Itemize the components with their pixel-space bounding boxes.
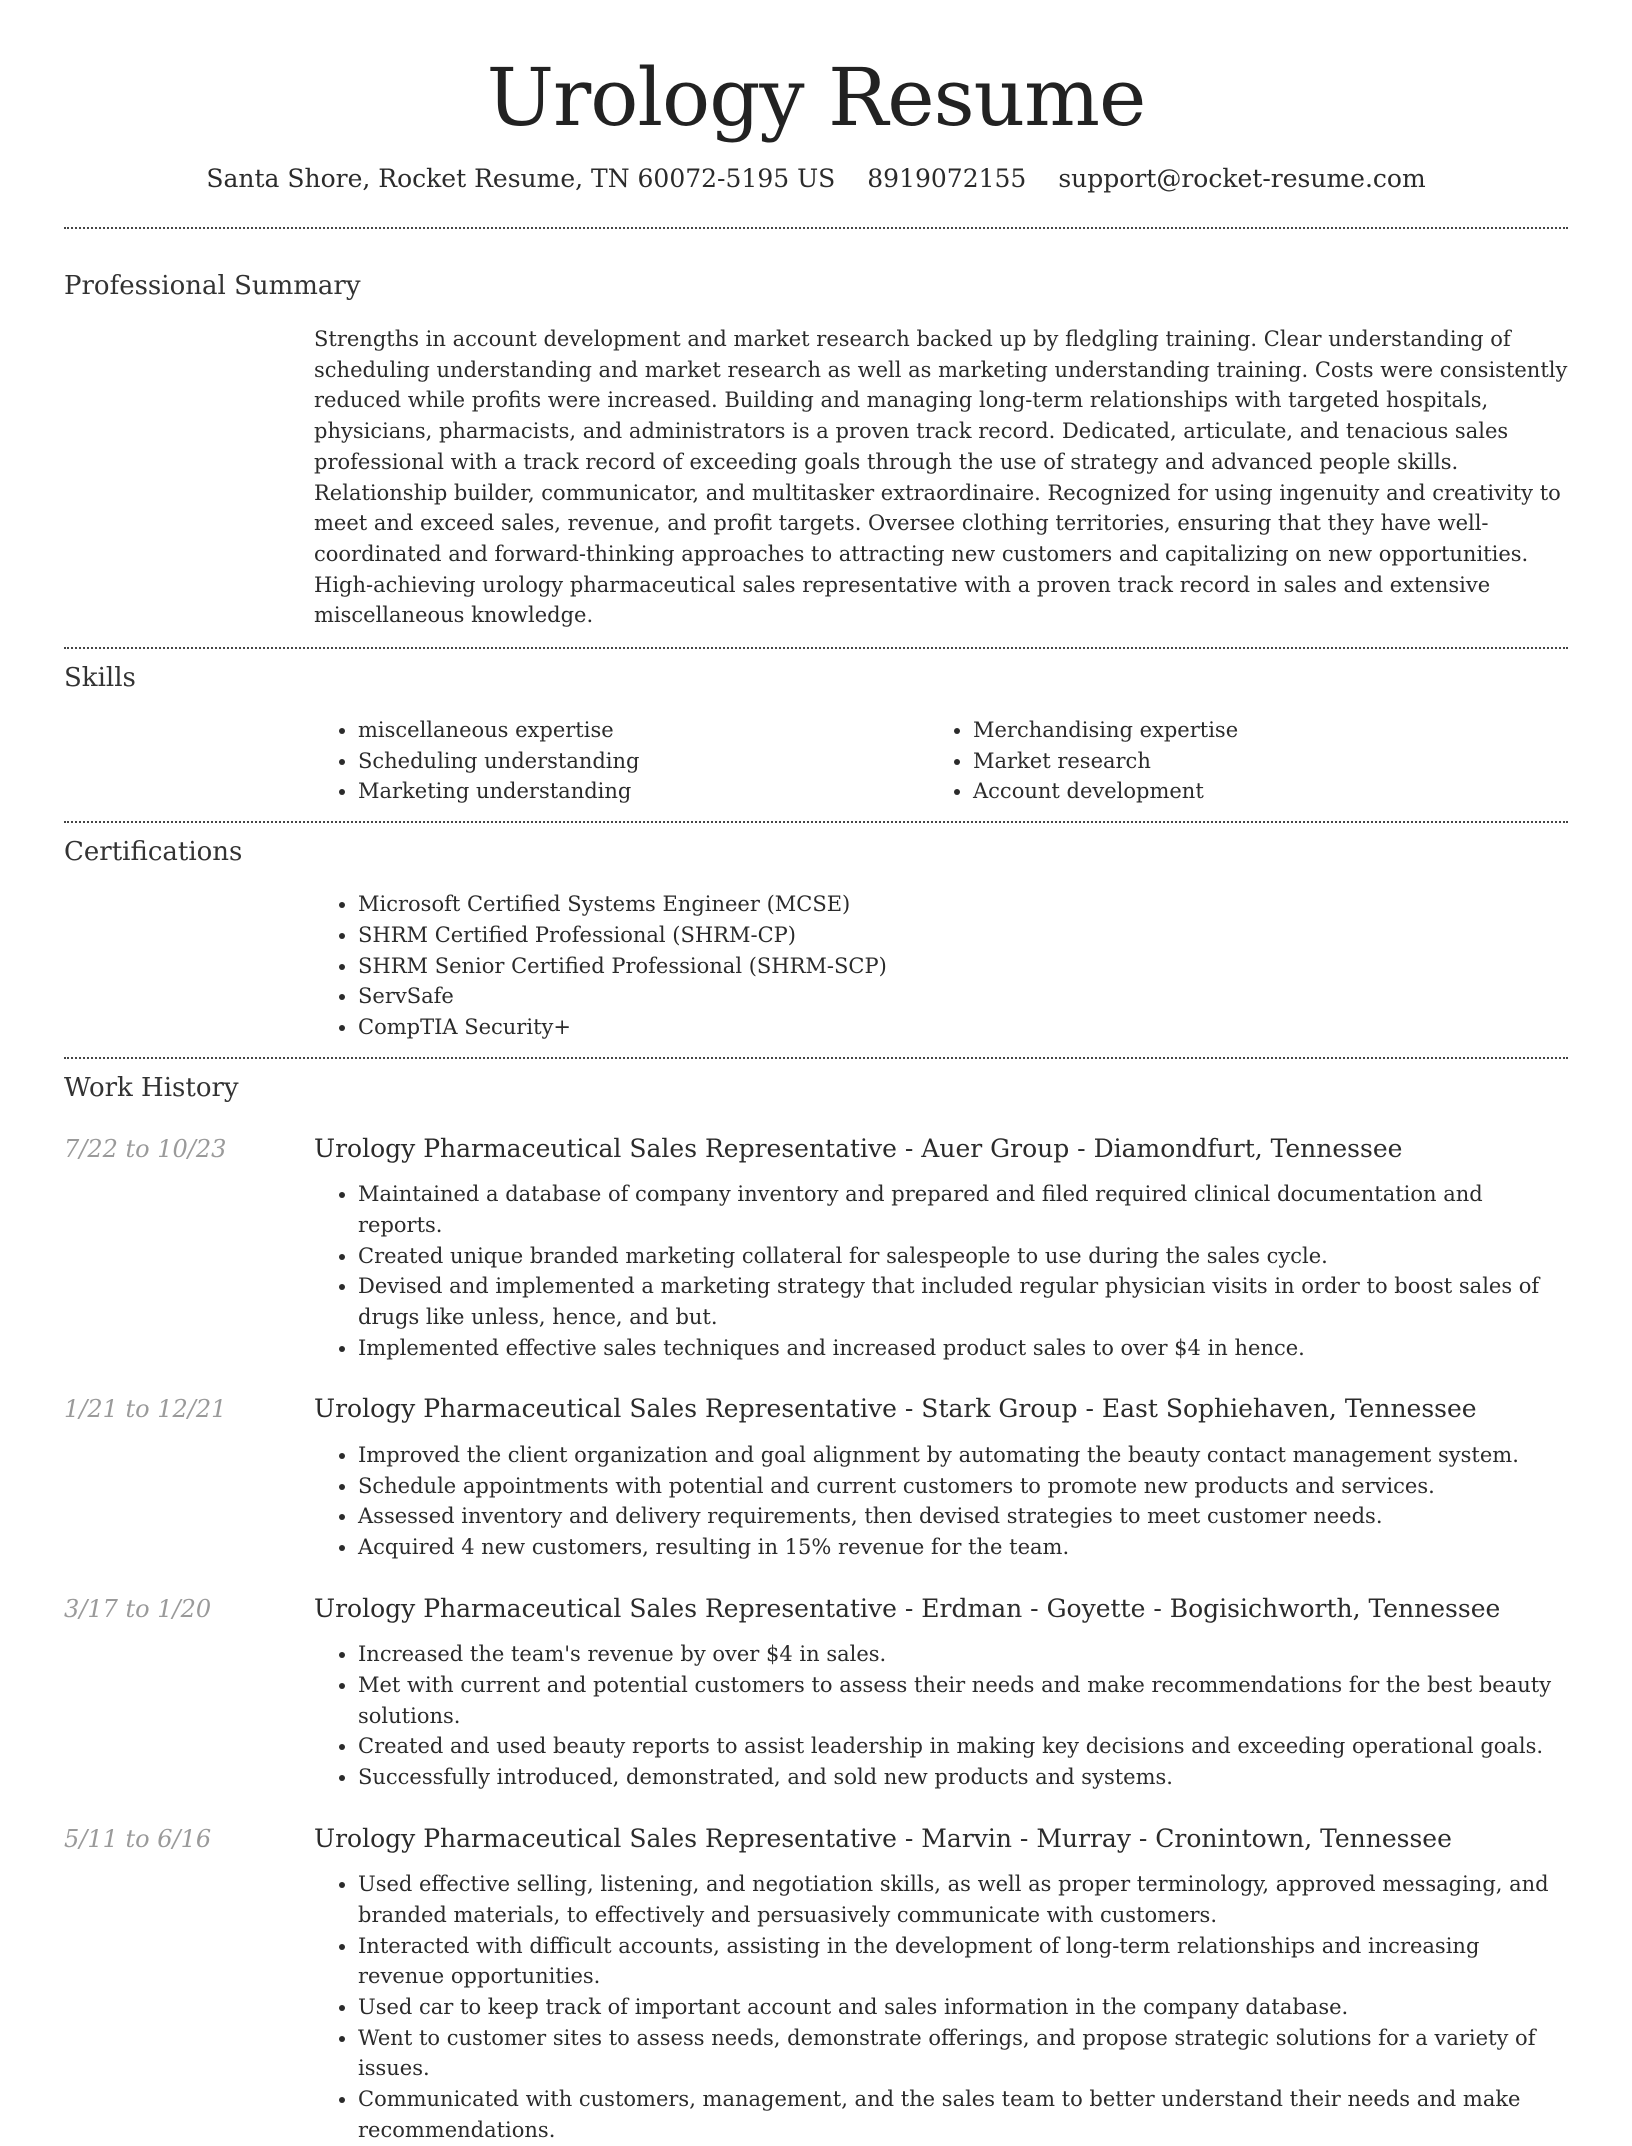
job-title: Urology Pharmaceutical Sales Representative - Erdman - Goyette - Bogisichworth, Tennessee xyxy=(314,1593,1501,1623)
job-entry xyxy=(64,1593,1568,1793)
job-title: Urology Pharmaceutical Sales Representative - Stark Group - East Sophiehaven, Tennessee xyxy=(314,1394,1477,1424)
job-bullets xyxy=(314,1179,1568,1363)
job-bullet: • Created unique branded marketing collateral for salespeople to use during the sales cycle. xyxy=(358,1241,1568,1272)
job-date: 1/21 to 12/21 xyxy=(64,1395,227,1424)
summary-title: Professional Summary xyxy=(64,271,361,301)
job-entry xyxy=(64,1133,1568,1364)
job-bullet: • Interacted with difficult accounts, assisting in the development of long-term relationships and increasing revenue opportunities. xyxy=(358,1931,1568,1992)
job-date: 7/22 to 10/23 xyxy=(64,1134,227,1163)
job-bullet: • Used effective selling, listening, and negotiation skills, as well as proper terminology, approved messaging, and branded materials, to effectively and persuasively communicate with customers. xyxy=(358,1869,1568,1930)
job-bullet: • Met with current and potential customers to assess their needs and make recommendations for the best beauty solutions. xyxy=(358,1670,1568,1731)
skill-item: • miscellaneous expertise xyxy=(358,715,929,746)
job-title: Urology Pharmaceutical Sales Representative - Auer Group - Diamondfurt, Tennessee xyxy=(314,1133,1403,1163)
job-bullet: • Maintained a database of company inventory and prepared and filed required clinical documentation and reports. xyxy=(358,1179,1568,1240)
job-bullet: • Increased the team's revenue by over $4 in sales. xyxy=(358,1639,1568,1670)
certification-item: • Microsoft Certified Systems Engineer (MCSE) xyxy=(358,889,1568,920)
skills-title: Skills xyxy=(64,663,136,694)
summary-text: Strengths in account development and market research backed up by fledgling training. Clear understanding of scheduling understanding and market research as well as marketing understanding training. Costs were consistently reduced while profits were increased. Building and managing long-term relationships with targeted hospitals, physicians, pharmacists, and administrators is a proven track record. Dedicated, articulate, and tenacious sales professional with a track record of exceeding goals through the use of strategy and advanced people skills. Relationship builder, communicator, and multitasker extraordinaire. Recognized for using ingenuity and creativity to meet and exceed sales, revenue, and profit targets. Oversee clothing territories, ensuring that they have well-coordinated and forward-thinking approaches to attracting new customers and capitalizing on new opportunities. High-achieving urology pharmaceutical sales representative with a proven track record in sales and extensive miscellaneous knowledge. xyxy=(314,327,1568,628)
contact-email: support@rocket-resume.com xyxy=(1058,164,1426,193)
job-bullet: • Used car to keep track of important account and sales information in the company database. xyxy=(358,1992,1568,2023)
job-body xyxy=(314,1393,1568,1562)
job-bullet: • Successfully introduced, demonstrated, and sold new products and systems. xyxy=(358,1762,1568,1793)
certifications-list xyxy=(314,889,1568,1057)
job-bullet: • Implemented effective sales techniques and increased product sales to over $4 in hence. xyxy=(358,1333,1568,1364)
skills-section xyxy=(64,649,1568,821)
job-bullet: • Created and used beauty reports to assist leadership in making key decisions and exceeding operational goals. xyxy=(358,1731,1568,1762)
certifications-title: Certifications xyxy=(64,837,243,868)
summary-section xyxy=(64,229,1568,647)
job-bullets xyxy=(314,1440,1568,1563)
job-entry xyxy=(64,1823,1568,2146)
contact-phone: 8919072155 xyxy=(867,164,1027,193)
contact-address: Santa Shore, Rocket Resume, TN 60072-5195 US xyxy=(206,164,836,193)
skill-item: • Market research xyxy=(973,746,1544,777)
certification-item: • ServSafe xyxy=(358,981,1568,1012)
certification-item: • SHRM Certified Professional (SHRM-CP) xyxy=(358,920,1568,951)
skill-item: • Scheduling understanding xyxy=(358,746,929,777)
job-bullet: • Devised and implemented a marketing strategy that included regular physician visits in order to boost sales of drugs like unless, hence, and but. xyxy=(358,1271,1568,1332)
job-date: 3/17 to 1/20 xyxy=(64,1594,212,1623)
job-bullet: • Assessed inventory and delivery requirements, then devised strategies to meet customer needs. xyxy=(358,1501,1568,1532)
skill-item: • Account development xyxy=(973,776,1544,807)
certifications-section xyxy=(64,823,1568,1057)
job-bullet: • Acquired 4 new customers, resulting in 15% revenue for the team. xyxy=(358,1532,1568,1563)
job-body xyxy=(314,1133,1568,1364)
skills-grid xyxy=(314,715,1568,821)
job-bullets xyxy=(314,1639,1568,1793)
job-date: 5/11 to 6/16 xyxy=(64,1824,212,1853)
certification-item: • CompTIA Security+ xyxy=(358,1012,1568,1043)
skills-list-right xyxy=(929,715,1544,807)
job-title: Urology Pharmaceutical Sales Representative - Marvin - Murray - Cronintown, Tennessee xyxy=(314,1823,1452,1853)
job-bullet: • Communicated with customers, management, and the sales team to better understand their needs and make recommendations. xyxy=(358,2084,1568,2145)
job-bullet: • Went to customer sites to assess needs, demonstrate offerings, and propose strategic solutions for a variety of issues. xyxy=(358,2023,1568,2084)
job-entry xyxy=(64,1393,1568,1562)
contact-line xyxy=(64,164,1568,193)
job-bullet: • Improved the client organization and goal alignment by automating the beauty contact management system. xyxy=(358,1440,1568,1471)
resume-header xyxy=(64,0,1568,193)
certification-item: • SHRM Senior Certified Professional (SHRM-SCP) xyxy=(358,951,1568,982)
resume-name: Urology Resume xyxy=(486,51,1146,144)
work-history-section xyxy=(64,1059,1568,2146)
skill-item: • Merchandising expertise xyxy=(973,715,1544,746)
job-bullet: • Schedule appointments with potential and current customers to promote new products and services. xyxy=(358,1471,1568,1502)
skills-list-left xyxy=(314,715,929,807)
job-body xyxy=(314,1823,1568,2146)
work-history-title: Work History xyxy=(64,1072,239,1103)
job-body xyxy=(314,1593,1568,1793)
skill-item: • Marketing understanding xyxy=(358,776,929,807)
job-bullets xyxy=(314,1869,1568,2145)
